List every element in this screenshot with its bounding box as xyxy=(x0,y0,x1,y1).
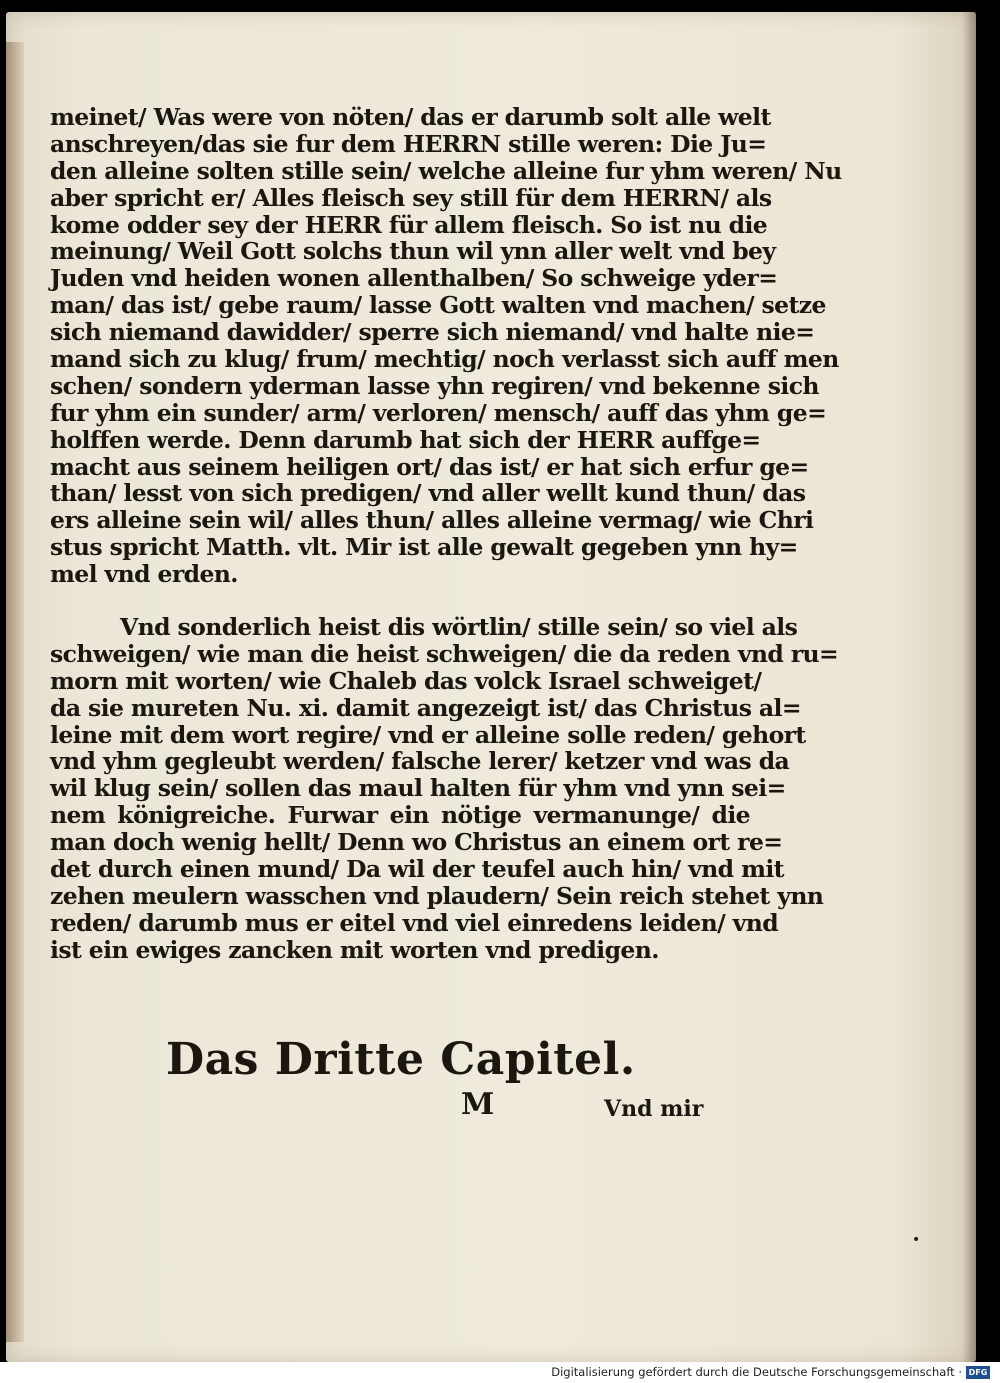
text-line: Juden vnd heiden wonen allenthalben/ So schweige yder= xyxy=(50,264,778,293)
footer-bar xyxy=(0,1362,1000,1383)
text-line: Vnd sonderlich heist dis wörtlin/ stille sein/ so viel als xyxy=(120,613,798,642)
text-line: reden/ darumb mus er eitel vnd viel einredens leiden/ vnd xyxy=(50,908,779,937)
text-line: det durch einen mund/ Da wil der teufel auch hin/ vnd mit xyxy=(50,855,784,884)
body-text xyxy=(50,103,842,964)
page-edge-shadow xyxy=(962,12,976,1362)
text-line: morn mit worten/ wie Chaleb das volck Israel schweiget/ xyxy=(50,666,762,695)
text-line: fur yhm ein sunder/ arm/ verloren/ mensch/ auff das yhm ge= xyxy=(50,398,827,427)
text-line: man/ das ist/ gebe raum/ lasse Gott walten vnd machen/ setze xyxy=(50,291,826,320)
text-line: da sie mureten Nu. xi. damit angezeigt ist/ das Christus al= xyxy=(50,693,801,722)
text-line: nem königreiche. Furwar ein nötige vermanunge/ die xyxy=(50,801,750,830)
text-line: vnd yhm gegleubt werden/ falsche lerer/ ketzer vnd was da xyxy=(50,747,790,776)
ink-speck: • xyxy=(912,1232,921,1248)
text-line: ers alleine sein wil/ alles thun/ alles alleine vermag/ wie Chri xyxy=(50,506,814,535)
footer-credit: Digitalisierung gefördert durch die Deutsche Forschungsgemeinschaft · xyxy=(551,1365,962,1379)
catchword: Vnd mir xyxy=(604,1096,704,1122)
page-binding-stain xyxy=(6,42,24,1342)
text-line: mand sich zu klug/ frum/ mechtig/ noch verlasst sich auff men xyxy=(50,345,839,374)
text-line: den alleine solten stille sein/ welche alleine fur yhm weren/ Nu xyxy=(50,156,842,185)
paragraph-gap xyxy=(50,588,750,614)
signature-mark: M xyxy=(461,1087,495,1122)
text-line: mel vnd erden. xyxy=(50,560,238,589)
text-line: man doch wenig hellt/ Denn wo Christus an einem ort re= xyxy=(50,828,783,857)
book-page xyxy=(6,12,976,1362)
dfg-logo: DFG xyxy=(966,1366,990,1379)
chapter-heading: Das Dritte Capitel. xyxy=(166,1034,636,1085)
text-line: leine mit dem wort regire/ vnd er alleine solle reden/ gehort xyxy=(50,720,806,749)
text-line: meinet/ Was were von nöten/ das er darumb solt alle welt xyxy=(50,103,771,131)
text-line: macht aus seinem heiligen ort/ das ist/ er hat sich erfur ge= xyxy=(50,452,809,481)
text-line: holffen werde. Denn darumb hat sich der HERR auffge= xyxy=(50,425,761,454)
text-line: than/ lesst von sich predigen/ vnd aller wellt kund thun/ das xyxy=(50,479,806,508)
text-line: stus spricht Matth. vlt. Mir ist alle gewalt gegeben ynn hy= xyxy=(50,533,798,562)
text-line: schen/ sondern yderman lasse yhn regiren/ vnd bekenne sich xyxy=(50,371,819,400)
text-line: zehen meulern wasschen vnd plaudern/ Sein reich stehet ynn xyxy=(50,881,824,910)
text-line: aber spricht er/ Alles fleisch sey still für dem HERRN/ als xyxy=(50,183,772,212)
text-line: sich niemand dawidder/ sperre sich niemand/ vnd halte nie= xyxy=(50,318,815,347)
text-line: anschreyen/das sie fur dem HERRN stille weren: Die Ju= xyxy=(50,129,767,158)
text-line: schweigen/ wie man die heist schweigen/ die da reden vnd ru= xyxy=(50,639,839,668)
text-line: meinung/ Weil Gott solchs thun wil ynn aller welt vnd bey xyxy=(50,237,776,266)
text-line: kome odder sey der HERR für allem fleisch. So ist nu die xyxy=(50,210,768,239)
text-line: ist ein ewiges zancken mit worten vnd predigen. xyxy=(50,935,659,964)
text-line: wil klug sein/ sollen das maul halten für yhm vnd ynn sei= xyxy=(50,774,786,803)
